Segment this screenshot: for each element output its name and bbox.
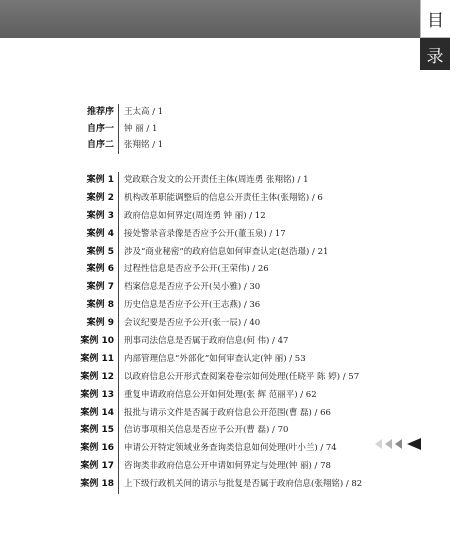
entry-label: 自序一 [86,123,114,134]
entry-text: 政府信息如何界定(周连勇 钟 丽) / 12 [124,210,266,221]
entry-text: 以政府信息公开形式查阅案卷卷宗如何处理(任晓平 陈 婷) / 57 [124,371,360,382]
page-turn-arrows-icon[interactable] [372,435,422,447]
title-char-mu: 目 [420,0,450,38]
entry-text: 上下级行政机关间的请示与批复是否属于政府信息(张翔铭) / 82 [124,479,363,490]
entry-label: 案例 12 [80,371,114,382]
entry-label: 案例 6 [86,264,114,275]
entry-label: 案例 9 [86,318,114,329]
entry-label: 案例 8 [86,300,114,311]
entry-label: 案例 15 [80,425,114,436]
entry-label: 案例 11 [80,353,114,364]
entry-text: 过程性信息是否应予公开(王荣伟) / 26 [124,264,269,275]
entry-label: 案例 17 [80,461,114,472]
entry-label: 案例 5 [86,246,114,257]
cases-divider [118,172,119,494]
entry-text: 档案信息是否应予公开(吴小雅) / 30 [124,282,261,293]
entry-text: 王太高 / 1 [124,107,164,117]
entry-label: 案例 4 [86,228,114,239]
entry-text: 内部管理信息“外部化”如何审查认定(钟 丽) / 53 [124,353,306,364]
entry-text: 钟 丽 / 1 [124,123,158,134]
entry-text: 刑事司法信息是否属于政府信息(何 伟) / 47 [124,336,289,347]
entry-label: 案例 7 [86,282,114,293]
entry-text: 接处警录音录像是否应予公开(董玉泉) / 17 [124,228,286,239]
entry-text: 重复申请政府信息公开如何处理(张 辉 范丽平) / 62 [124,389,317,400]
entry-text: 机构改革职能调整后的信息公开责任主体(张翔铭) / 6 [124,192,323,203]
entry-label: 案例 1 [86,175,114,185]
entry-label: 自序二 [86,140,114,151]
entry-label: 案例 13 [80,389,114,400]
entry-label: 案例 16 [80,443,114,454]
title-char-lu: 录 [420,38,450,70]
entry-label: 案例 18 [80,479,114,490]
header-bar [0,0,420,38]
entry-text: 会议纪要是否应予公开(张一辰) / 40 [124,318,261,329]
entry-label: 案例 2 [86,192,114,203]
entry-label: 案例 14 [80,407,114,418]
entry-text: 张翔铭 / 1 [124,140,164,151]
entry-label: 案例 3 [86,210,114,221]
entry-text: 党政联合发文的公开责任主体(周连勇 张翔铭) / 1 [124,175,309,185]
entry-label: 推荐序 [86,107,114,117]
prelims-divider [118,104,119,154]
entry-text: 报批与请示文件是否属于政府信息公开范围(曹 磊) / 66 [124,407,331,418]
entry-text: 申请公开特定领域业务查询类信息如何处理(叶小兰) / 74 [124,443,337,454]
entry-text: 涉及“商业秘密”的政府信息如何审查认定(赵浩璟) / 21 [124,246,329,257]
page-turn-arrows-icon [372,438,422,450]
entry-text: 历史信息是否应予公开(王志燕) / 36 [124,300,261,311]
entry-text: 信访事项相关信息是否应予公开(曹 磊) / 70 [124,425,289,436]
entry-label: 案例 10 [80,336,114,347]
entry-text: 咨询类非政府信息公开申请如何界定与处理(钟 丽) / 78 [124,461,331,472]
